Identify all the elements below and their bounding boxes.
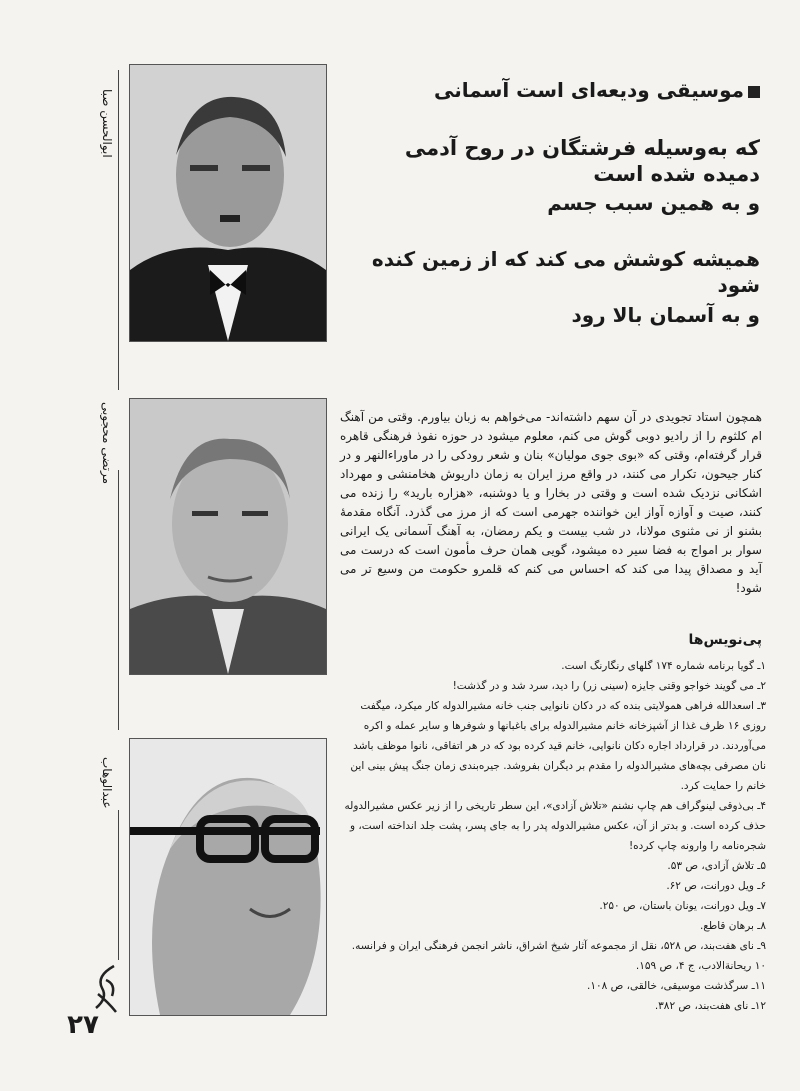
portrait-abdulwahab — [129, 738, 327, 1016]
headline-text-1: موسیقی ودیعه‌ای است آسمانی — [434, 78, 744, 102]
footnote-item: ۶ـ ویل دورانت، ص ۶۲. — [666, 880, 766, 892]
portrait-saba — [129, 64, 327, 342]
caption-mahjubi: مرتضی محجوبی — [100, 401, 114, 485]
portrait-mahjubi-image — [130, 399, 326, 674]
footnote-item: ۷ـ ویل دورانت، یونان باستان، ص ۲۵۰. — [599, 900, 766, 912]
portrait-abdulwahab-image — [130, 739, 326, 1015]
footnote-item: ۱۱ـ سرگذشت موسیقی، خالقی، ص ۱۰۸. — [586, 980, 766, 992]
portrait-saba-image — [130, 65, 326, 341]
caption-saba: ابوالحسن صبا — [100, 88, 114, 158]
caption-abdulwahab: عبدالوهاب — [100, 757, 114, 809]
headline-line-4: همیشه کوشش می کند که از زمین کنده شود — [371, 247, 760, 297]
footnote-item: ۱ـ گویا برنامه شماره ۱۷۴ گلهای رنگارنگ است. — [561, 660, 766, 672]
headline-line-1 — [350, 77, 760, 103]
headline-line-5: و به آسمان بالا رود — [571, 303, 760, 327]
caption-rule-1 — [118, 70, 119, 390]
footnote-item: ۱۰ ریحانة‌الادب، ج ۴، ص ۱۵۹. — [635, 960, 766, 972]
headline-line-2: که به‌وسیله فرشتگان در روح آدمی دمیده شده است — [404, 136, 760, 186]
footnote-item: ۵ـ تلاش آزادی، ص ۵۳. — [667, 860, 766, 872]
body-paragraph: همچون استاد تجویدی در آن سهم داشته‌اند- می‌خواهم به زبان بیاورم. وقتی من آهنگ ام کلثوم را از رادیو دوبی گوش می کنم، معلوم میشود در حوزه نفوذ فرهنگی قاهره قرار گرفته‌ام، وقتی که «بوی جوی مولیان» بنان و شعر رودکی را در ماوراءالنهر و در کنار جیحون، تکرار می کنند، در واقع مرز ایران به زمان داریوش هخامنشی و مهرداد اشکانی نزدیک شده است و وقتی در بخارا و یا دوشنبه، «هزاره بارید» را زنده می کنند، صیت و آوازه آواز این خواننده جهرمی است که از مرز می گذرد. آنگاه مقدمهٔ بشنو از نی مثنوی مولانا، در شب بیست و یکم رمضان، به آهنگ آسمانی یک ایرانی سوار بر امواج به فضا سیر ده میشود، گویی همان حرف مأمون است که درست می آید و مصداق پیدا می کند که احساس می کنم که قلمرو حکومت من وسیع تر می شود! — [340, 410, 762, 595]
footnotes-list — [338, 656, 766, 1016]
page-number: ۲۷ — [67, 1010, 99, 1040]
footnote-item: ۲ـ می گویند خواجو وقتی جایزه (سینی زر) را دید، سرد شد و در گذشت! — [452, 680, 766, 692]
footnote-item: ۴ـ بی‌ذوقی لینوگراف هم چاپ نشنم «تلاش آزادی»، این سطر تاریخی را از زیر عکس مشیرالدوله حذف کرده است. و بدتر از آن، عکس مشیرالدوله پدر را به جای پسر، پشت جلد انداخته است، و شجره‌نامه را وارونه چاپ کرده! — [344, 800, 766, 852]
footnote-item: ۱۲ـ نای هفت‌بند، ص ۳۸۲. — [654, 1000, 766, 1012]
caption-rule-2 — [118, 470, 119, 730]
footnotes-title: پی‌نویس‌ها — [688, 632, 762, 648]
caption-rule-3 — [118, 810, 119, 960]
headline-line-3: و به همین سبب جسم — [547, 191, 760, 215]
magazine-logo — [88, 962, 122, 1016]
footnote-item: ۸ـ برهان قاطع. — [699, 920, 766, 932]
bullet-square-icon — [748, 86, 760, 98]
footnote-item: ۹ـ نای هفت‌بند، ص ۵۲۸، نقل از مجموعه آثار شیخ اشراق، ناشر انجمن فرهنگی ایران و فرانسه. — [351, 940, 766, 952]
footnote-item: ۳ـ اسعدالله فراهی همولایتی بنده که در دکان نانوایی جنب خانه مشیرالدوله کار میکرد، میگفت روزی ۱۶ ظرف غذا از آشپزخانه خانم مشیرالدوله برای باغبانها و شوفرها و سایر عمله و اکره می‌آوردند. در قرارداد اجاره دکان نانوایی، خانم قید کرده بود که در هر اتفاقی، نانوا موظف باشد نان مصرفی بچه‌های مشیرالدوله را مقدم بر دیگران بفروشد. جیره‌بندی زمان جنگ پیش بینی این خانم را حمایت کرد. — [350, 700, 766, 792]
portrait-mahjubi — [129, 398, 327, 675]
